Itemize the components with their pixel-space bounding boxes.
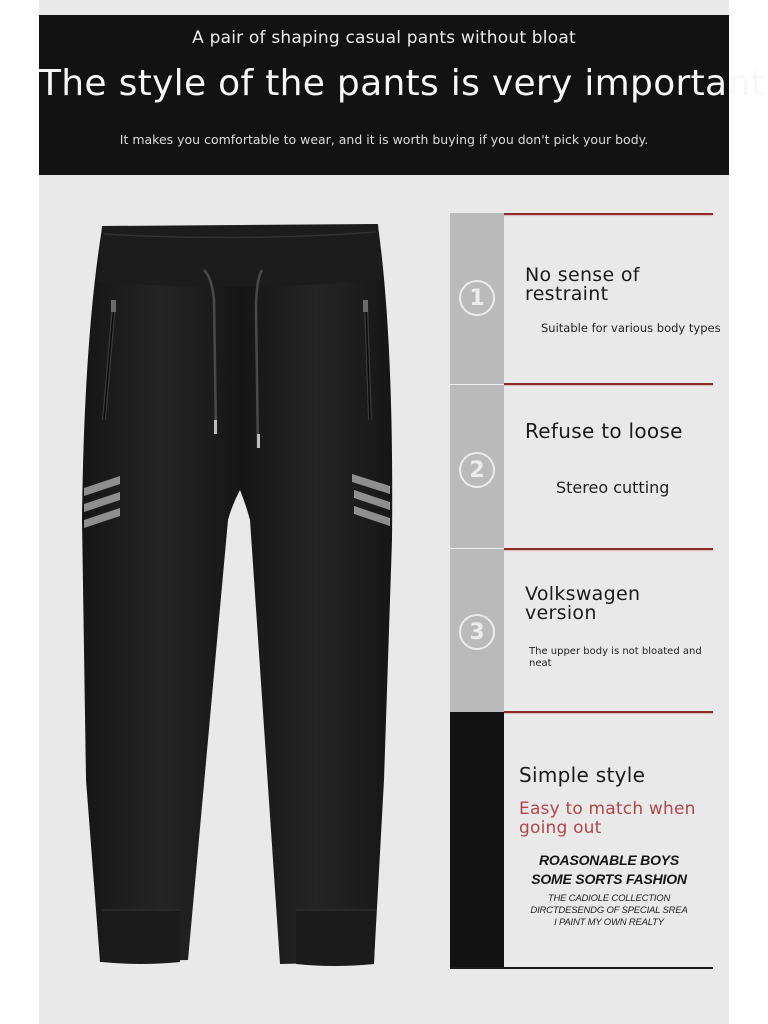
brand-small-line-2: DIRCTDESENDG OF SPECIAL SREA — [530, 905, 688, 916]
feature-3-top-rule — [504, 548, 713, 550]
product-image-pants — [80, 220, 400, 975]
feature-3-subtitle-line2: neat — [529, 658, 552, 669]
simple-style-red-line1: Easy to match when — [519, 799, 696, 819]
feature-3-title-line2: version — [525, 602, 597, 624]
bottom-rule — [450, 967, 713, 969]
header-banner — [39, 15, 765, 175]
feature-1-title-line2: restraint — [525, 283, 609, 305]
brand-line-2: SOME SORTS FASHION — [531, 871, 687, 887]
brand-small-line-1: THE CADIOLE COLLECTION — [547, 893, 671, 904]
simple-style-top-rule — [504, 711, 713, 713]
feature-2-top-rule — [504, 383, 713, 385]
feature-2-subtitle: Stereo cutting — [556, 478, 670, 497]
brand-small-line-3: I PAINT MY OWN REALTY — [554, 917, 664, 928]
simple-style-red-line2: going out — [519, 818, 602, 838]
brand-line-1: ROASONABLE BOYS — [538, 852, 680, 868]
banner-subtitle: A pair of shaping casual pants without bloat — [192, 28, 576, 48]
feature-3-title-line1: Volkswagen — [525, 583, 641, 605]
feature-1-title-line1: No sense of — [525, 264, 640, 286]
feature-3-subtitle-line1: The upper body is not bloated and — [529, 646, 702, 657]
circled-number-3-icon: 3 — [459, 614, 495, 650]
banner-description: It makes you comfortable to wear, and it is worth buying if you don't pick your body. — [119, 132, 649, 147]
banner-title: The style of the pants is very important — [39, 63, 765, 104]
circled-number-2-icon: 2 — [459, 452, 495, 488]
feature-1-subtitle: Suitable for various body types — [541, 321, 721, 335]
circled-number-1-icon: 1 — [459, 280, 495, 316]
simple-style-black-column — [450, 712, 504, 967]
feature-2-title: Refuse to loose — [525, 419, 683, 443]
simple-style-title: Simple style — [519, 763, 646, 787]
feature-1-top-rule — [504, 213, 713, 215]
